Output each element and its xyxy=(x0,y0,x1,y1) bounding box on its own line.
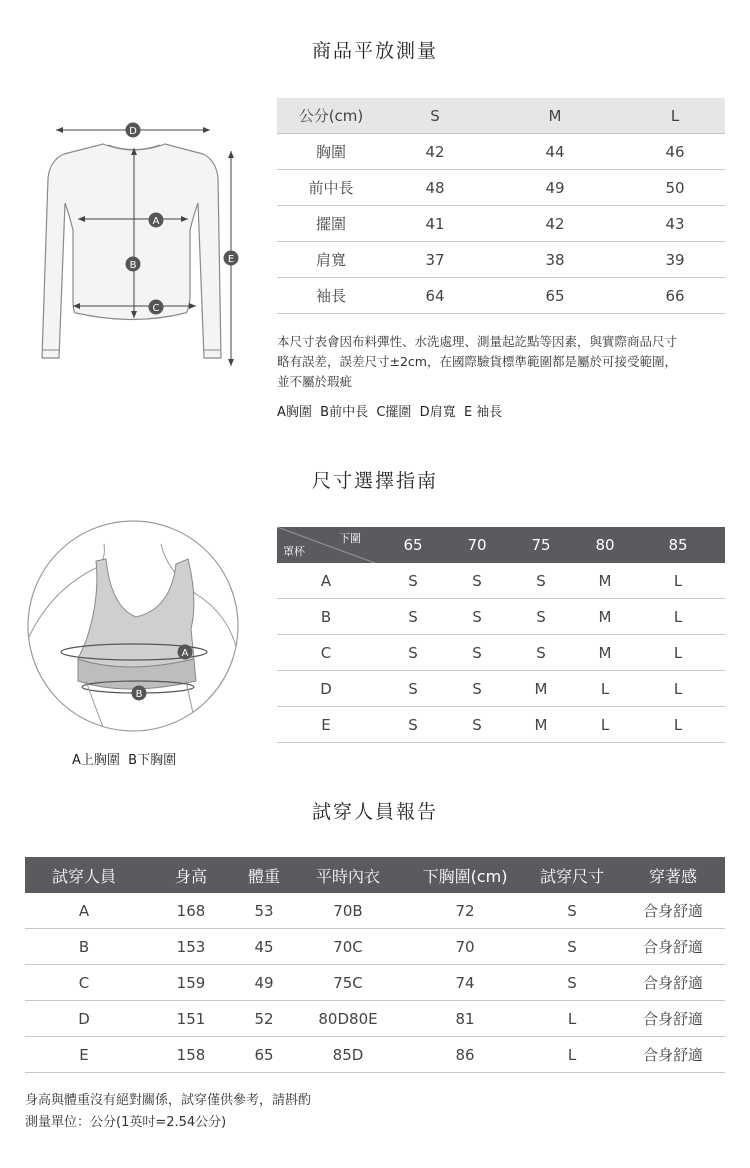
svg-text:E: E xyxy=(227,254,235,265)
table-cell: S xyxy=(375,563,451,599)
header-cell: 70 xyxy=(451,527,503,563)
table-row xyxy=(25,1001,725,1037)
table-cell: 53 xyxy=(239,893,289,929)
table-cell: E xyxy=(25,1037,143,1073)
marker-d xyxy=(126,123,141,138)
table-cell: S xyxy=(523,929,621,965)
header-cell: 試穿人員 xyxy=(25,857,143,893)
svg-text:B: B xyxy=(129,260,137,271)
table-cell: S xyxy=(451,707,503,743)
table-cell: 168 xyxy=(143,893,239,929)
table-cell: L xyxy=(523,1001,621,1037)
table-row xyxy=(277,170,725,206)
header-cell: S xyxy=(385,98,485,134)
table-row xyxy=(277,671,725,707)
table-cell: L xyxy=(631,599,725,635)
table-cell: M xyxy=(503,707,579,743)
table-cell: L xyxy=(579,707,631,743)
header-cell: 65 xyxy=(375,527,451,563)
table-cell: S xyxy=(523,893,621,929)
header-cell: 公分(cm) xyxy=(277,98,385,134)
table-cell: 合身舒適 xyxy=(621,1001,725,1037)
table-header-row xyxy=(277,527,725,563)
table-cell: 合身舒適 xyxy=(621,893,725,929)
table-cell: S xyxy=(451,671,503,707)
table-cell: E xyxy=(277,707,375,743)
table-row xyxy=(277,707,725,743)
marker-a xyxy=(178,645,193,660)
tester-title: 試穿人員報告 xyxy=(311,801,438,823)
table-cell: D xyxy=(25,1001,143,1037)
table-cell: 70B xyxy=(289,893,407,929)
header-cell: 下胸圍(cm) xyxy=(407,857,523,893)
table-row xyxy=(277,278,725,314)
note-line: 略有誤差，誤差尺寸±2cm，在國際驗貨標準範圍都是屬於可接受範圍， xyxy=(277,354,677,369)
table-row xyxy=(25,929,725,965)
table-cell: 合身舒適 xyxy=(621,965,725,1001)
table-cell: 49 xyxy=(485,170,625,206)
measurement-table xyxy=(277,98,725,314)
corner-header-cell xyxy=(277,527,375,563)
header-cell: 平時內衣 xyxy=(289,857,407,893)
corner-top-label: 下圍 xyxy=(339,532,361,545)
table-cell: 袖長 xyxy=(277,278,385,314)
table-cell: L xyxy=(523,1037,621,1073)
table-row xyxy=(25,893,725,929)
table-header-row xyxy=(277,98,725,134)
table-cell: S xyxy=(503,599,579,635)
table-cell: L xyxy=(579,671,631,707)
table-cell: 70C xyxy=(289,929,407,965)
note-line: 本尺寸表會因布料彈性、水洗處理、測量起訖點等因素，與實際商品尺寸 xyxy=(277,334,678,349)
table-cell: C xyxy=(277,635,375,671)
table-cell: 70 xyxy=(407,929,523,965)
measure-note xyxy=(277,332,737,392)
guide-title: 尺寸選擇指南 xyxy=(311,470,438,492)
measure-legend: A胸圍 B前中長 C擺圍 D肩寬 E 袖長 xyxy=(277,405,503,420)
table-cell: M xyxy=(579,563,631,599)
table-cell: A xyxy=(25,893,143,929)
table-cell: 66 xyxy=(625,278,725,314)
table-cell: 81 xyxy=(407,1001,523,1037)
table-row xyxy=(277,242,725,278)
table-cell: 65 xyxy=(239,1037,289,1073)
table-cell: 80D80E xyxy=(289,1001,407,1037)
table-cell: L xyxy=(631,671,725,707)
tester-note xyxy=(25,1090,311,1134)
size-guide-table xyxy=(277,527,725,743)
header-cell: 75 xyxy=(503,527,579,563)
table-cell: 43 xyxy=(625,206,725,242)
table-cell: C xyxy=(25,965,143,1001)
svg-text:A: A xyxy=(152,216,160,227)
table-cell: 前中長 xyxy=(277,170,385,206)
table-cell: 151 xyxy=(143,1001,239,1037)
table-cell: S xyxy=(451,563,503,599)
corner-bottom-label: 罩杯 xyxy=(283,545,305,558)
table-cell: 159 xyxy=(143,965,239,1001)
header-cell: 85 xyxy=(631,527,725,563)
table-row xyxy=(277,599,725,635)
note-line: 身高與體重沒有絕對關係，試穿僅供參考，請斟酌 xyxy=(25,1093,312,1108)
table-cell: 65 xyxy=(485,278,625,314)
table-row xyxy=(277,134,725,170)
table-cell: S xyxy=(451,599,503,635)
table-cell: S xyxy=(523,965,621,1001)
table-cell: D xyxy=(277,671,375,707)
table-cell: 41 xyxy=(385,206,485,242)
table-cell: 擺圍 xyxy=(277,206,385,242)
header-cell: M xyxy=(485,98,625,134)
marker-b xyxy=(132,686,147,701)
table-cell: 胸圍 xyxy=(277,134,385,170)
table-cell: B xyxy=(25,929,143,965)
table-cell: S xyxy=(503,563,579,599)
table-cell: M xyxy=(579,635,631,671)
table-row xyxy=(25,1037,725,1073)
shirt-outline xyxy=(42,144,221,358)
table-row xyxy=(277,206,725,242)
table-cell: A xyxy=(277,563,375,599)
bra-diagram xyxy=(26,519,240,735)
table-cell: 49 xyxy=(239,965,289,1001)
svg-text:B: B xyxy=(135,689,143,700)
table-cell: L xyxy=(631,707,725,743)
note-line: 測量單位：公分(1英吋=2.54公分) xyxy=(25,1115,227,1130)
table-row xyxy=(25,965,725,1001)
shirt-diagram xyxy=(38,118,248,380)
header-cell: 80 xyxy=(579,527,631,563)
table-cell: 合身舒適 xyxy=(621,1037,725,1073)
table-row xyxy=(277,635,725,671)
table-cell: 158 xyxy=(143,1037,239,1073)
svg-text:D: D xyxy=(129,126,137,137)
table-cell: 44 xyxy=(485,134,625,170)
header-cell: 試穿尺寸 xyxy=(523,857,621,893)
svg-text:A: A xyxy=(181,648,189,659)
table-cell: 合身舒適 xyxy=(621,929,725,965)
table-header-row xyxy=(25,857,725,893)
table-cell: S xyxy=(375,599,451,635)
table-cell: 52 xyxy=(239,1001,289,1037)
table-row xyxy=(277,563,725,599)
table-cell: 肩寬 xyxy=(277,242,385,278)
table-cell: 50 xyxy=(625,170,725,206)
header-cell: 體重 xyxy=(239,857,289,893)
table-cell: 37 xyxy=(385,242,485,278)
table-cell: M xyxy=(503,671,579,707)
note-line: 並不屬於瑕疵 xyxy=(277,374,353,389)
guide-caption: A上胸圍 B下胸圍 xyxy=(72,753,177,768)
table-cell: 153 xyxy=(143,929,239,965)
table-cell: S xyxy=(375,635,451,671)
table-cell: 45 xyxy=(239,929,289,965)
table-cell: S xyxy=(375,707,451,743)
table-cell: S xyxy=(503,635,579,671)
table-cell: 48 xyxy=(385,170,485,206)
measure-title: 商品平放測量 xyxy=(311,40,438,62)
table-cell: 75C xyxy=(289,965,407,1001)
marker-e xyxy=(224,251,239,266)
table-cell: B xyxy=(277,599,375,635)
table-cell: 38 xyxy=(485,242,625,278)
marker-c xyxy=(149,300,164,315)
svg-text:C: C xyxy=(152,303,160,314)
table-cell: 74 xyxy=(407,965,523,1001)
header-cell: 身高 xyxy=(143,857,239,893)
header-cell: 穿著感 xyxy=(621,857,725,893)
table-cell: L xyxy=(631,635,725,671)
table-cell: S xyxy=(451,635,503,671)
marker-b xyxy=(126,257,141,272)
table-cell: S xyxy=(375,671,451,707)
header-cell: L xyxy=(625,98,725,134)
table-cell: 42 xyxy=(485,206,625,242)
table-cell: 72 xyxy=(407,893,523,929)
table-cell: 64 xyxy=(385,278,485,314)
table-cell: 46 xyxy=(625,134,725,170)
table-cell: M xyxy=(579,599,631,635)
tester-table xyxy=(25,857,725,1073)
table-cell: 42 xyxy=(385,134,485,170)
table-cell: 39 xyxy=(625,242,725,278)
table-cell: L xyxy=(631,563,725,599)
marker-a xyxy=(149,213,164,228)
table-cell: 86 xyxy=(407,1037,523,1073)
table-cell: 85D xyxy=(289,1037,407,1073)
